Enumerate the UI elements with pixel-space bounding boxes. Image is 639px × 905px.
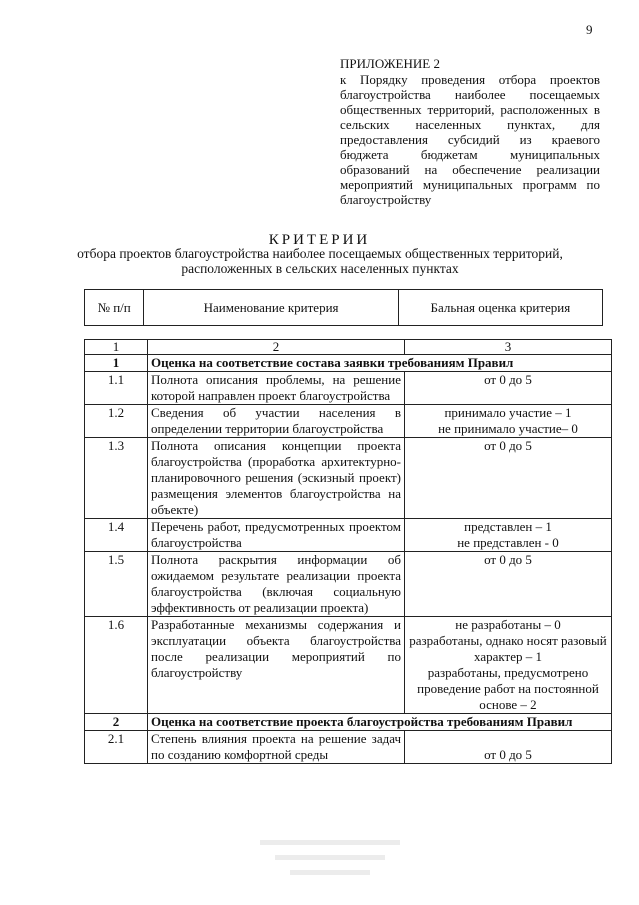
- criterion-name: Перечень работ, предусмотренных проектом благоустройства: [148, 519, 405, 552]
- score-line: разработаны, однако носят разовый характер – 1: [409, 633, 607, 664]
- column-number-row: [85, 340, 612, 355]
- column-number: 1: [85, 340, 148, 355]
- criteria-subheading: отбора проектов благоустройства наиболее посещаемых общественных территорий, расположенных в сельских населенных пунктах: [77, 246, 563, 276]
- section-title: Оценка на соответствие состава заявки требованиям Правил: [148, 355, 612, 372]
- criterion-score: от 0 до 5: [405, 552, 612, 617]
- page-number: 9: [586, 22, 593, 37]
- row-number: 1.3: [85, 438, 148, 519]
- appendix-block: [340, 56, 600, 207]
- score-line: не разработаны – 0: [455, 617, 561, 632]
- section-number: 1: [85, 355, 148, 372]
- row-number: 2.1: [85, 731, 148, 764]
- criterion-score: от 0 до 5: [405, 372, 612, 405]
- appendix-text: к Порядку проведения отбора проектов благоустройства наиболее посещаемых общественных территорий, расположенных в сельских населенных пунктах, для предоставления субсидий из краевого бюджета бюджетам муниципальных образований на обеспечение реализации мероприятий муниципальных программ по благоустройству: [340, 72, 600, 207]
- table-row: [85, 617, 612, 714]
- criterion-name: Полнота описания проблемы, на решение которой направлен проект благоустройства: [148, 372, 405, 405]
- section-number: 2: [85, 714, 148, 731]
- criterion-name: Полнота раскрытия информации об ожидаемом результате реализации проекта благоустройства (включая социальную эффективность от реализации проекта): [148, 552, 405, 617]
- table-row: [85, 372, 612, 405]
- score-line: представлен – 1: [464, 519, 552, 534]
- table-row: [85, 405, 612, 438]
- bleed-through-stamp: [250, 830, 410, 890]
- score-line: не принимало участие– 0: [438, 421, 578, 436]
- table-row: [85, 552, 612, 617]
- appendix-title: ПРИЛОЖЕНИЕ 2: [340, 56, 440, 71]
- header-name: Наименование критерия: [144, 290, 398, 326]
- criteria-heading: КРИТЕРИИ: [268, 232, 371, 248]
- row-number: 1.2: [85, 405, 148, 438]
- criterion-name: Степень влияния проекта на решение задач по созданию комфортной среды: [148, 731, 405, 764]
- row-number: 1.6: [85, 617, 148, 714]
- row-number: 1.4: [85, 519, 148, 552]
- criterion-score: [405, 617, 612, 714]
- header-number: № п/п: [85, 290, 144, 326]
- criteria-header-table: [84, 289, 603, 326]
- criterion-name: Сведения об участии населения в определении территории благоустройства: [148, 405, 405, 438]
- criterion-score: [405, 405, 612, 438]
- criterion-score: [405, 519, 612, 552]
- criterion-score: от 0 до 5: [405, 731, 612, 764]
- score-line: разработаны, предусмотрено проведение работ на постоянной основе – 2: [417, 665, 599, 712]
- section-row: [85, 714, 612, 731]
- row-number: 1.1: [85, 372, 148, 405]
- table-row: [85, 519, 612, 552]
- criterion-name: Разработанные механизмы содержания и эксплуатации объекта благоустройства после реализации мероприятий по благоустройству: [148, 617, 405, 714]
- section-row: [85, 355, 612, 372]
- header-score: Бальная оценка критерия: [398, 290, 602, 326]
- criteria-table: [84, 339, 612, 764]
- table-row: [85, 731, 612, 764]
- criterion-score: от 0 до 5: [405, 438, 612, 519]
- section-title: Оценка на соответствие проекта благоустройства требованиям Правил: [148, 714, 612, 731]
- score-line: не представлен - 0: [457, 535, 559, 550]
- criterion-name: Полнота описания концепции проекта благоустройства (проработка архитектурно-планировочного решения (эскизный проект) размещения элементов благоустройства на объекте): [148, 438, 405, 519]
- column-number: 3: [405, 340, 612, 355]
- table-row: [85, 438, 612, 519]
- row-number: 1.5: [85, 552, 148, 617]
- column-number: 2: [148, 340, 405, 355]
- score-line: принимало участие – 1: [444, 405, 572, 420]
